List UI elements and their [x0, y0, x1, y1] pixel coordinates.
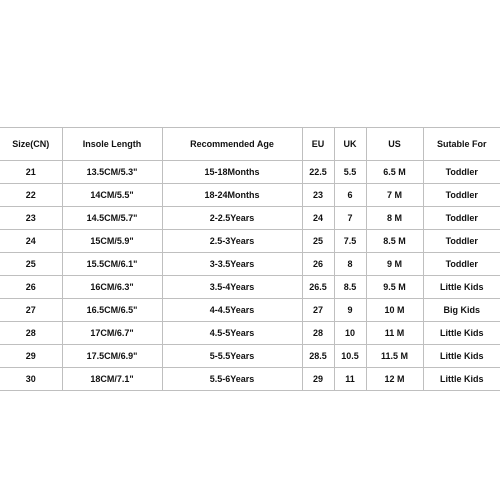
cell-uk: 9 [334, 299, 366, 322]
table-row [0, 299, 500, 322]
cell-uk: 7 [334, 207, 366, 230]
cell-eu: 28 [302, 322, 334, 345]
cell-insole-length: 14.5CM/5.7" [62, 207, 162, 230]
cell-insole-length: 14CM/5.5" [62, 184, 162, 207]
cell-eu: 29 [302, 368, 334, 391]
cell-suitable-for: Toddler [423, 207, 500, 230]
cell-eu: 23 [302, 184, 334, 207]
cell-size-cn: 22 [0, 184, 62, 207]
cell-suitable-for: Toddler [423, 230, 500, 253]
table-row [0, 276, 500, 299]
cell-uk: 11 [334, 368, 366, 391]
header-suitable-for: Sutable For [423, 128, 500, 161]
header-insole-length: Insole Length [62, 128, 162, 161]
cell-recommended-age: 4.5-5Years [162, 322, 302, 345]
cell-insole-length: 16.5CM/6.5" [62, 299, 162, 322]
table-row [0, 230, 500, 253]
cell-suitable-for: Little Kids [423, 345, 500, 368]
cell-size-cn: 24 [0, 230, 62, 253]
cell-size-cn: 28 [0, 322, 62, 345]
table-row [0, 368, 500, 391]
cell-us: 6.5 M [366, 161, 423, 184]
cell-eu: 26.5 [302, 276, 334, 299]
cell-insole-length: 16CM/6.3" [62, 276, 162, 299]
header-us: US [366, 128, 423, 161]
cell-recommended-age: 2-2.5Years [162, 207, 302, 230]
cell-us: 9.5 M [366, 276, 423, 299]
cell-uk: 6 [334, 184, 366, 207]
cell-recommended-age: 15-18Months [162, 161, 302, 184]
cell-suitable-for: Big Kids [423, 299, 500, 322]
cell-insole-length: 17.5CM/6.9" [62, 345, 162, 368]
header-eu: EU [302, 128, 334, 161]
cell-size-cn: 25 [0, 253, 62, 276]
cell-us: 8 M [366, 207, 423, 230]
table-row [0, 207, 500, 230]
cell-size-cn: 26 [0, 276, 62, 299]
cell-insole-length: 15.5CM/6.1" [62, 253, 162, 276]
cell-us: 12 M [366, 368, 423, 391]
cell-uk: 8.5 [334, 276, 366, 299]
header-row [0, 128, 500, 161]
cell-insole-length: 15CM/5.9" [62, 230, 162, 253]
cell-us: 11 M [366, 322, 423, 345]
cell-suitable-for: Little Kids [423, 322, 500, 345]
cell-insole-length: 13.5CM/5.3" [62, 161, 162, 184]
cell-recommended-age: 4-4.5Years [162, 299, 302, 322]
table-row [0, 184, 500, 207]
cell-suitable-for: Toddler [423, 184, 500, 207]
cell-size-cn: 29 [0, 345, 62, 368]
table-row [0, 161, 500, 184]
cell-eu: 28.5 [302, 345, 334, 368]
cell-suitable-for: Toddler [423, 253, 500, 276]
table-body [0, 161, 500, 391]
cell-eu: 26 [302, 253, 334, 276]
cell-suitable-for: Toddler [423, 161, 500, 184]
header-size-cn: Size(CN) [0, 128, 62, 161]
size-chart-table [0, 127, 500, 391]
cell-us: 9 M [366, 253, 423, 276]
cell-size-cn: 23 [0, 207, 62, 230]
header-recommended-age: Recommended Age [162, 128, 302, 161]
cell-us: 8.5 M [366, 230, 423, 253]
cell-size-cn: 21 [0, 161, 62, 184]
table-row [0, 253, 500, 276]
cell-recommended-age: 3-3.5Years [162, 253, 302, 276]
cell-uk: 10 [334, 322, 366, 345]
cell-eu: 25 [302, 230, 334, 253]
cell-eu: 24 [302, 207, 334, 230]
cell-uk: 8 [334, 253, 366, 276]
cell-size-cn: 27 [0, 299, 62, 322]
cell-suitable-for: Little Kids [423, 276, 500, 299]
cell-us: 7 M [366, 184, 423, 207]
cell-recommended-age: 2.5-3Years [162, 230, 302, 253]
cell-size-cn: 30 [0, 368, 62, 391]
cell-uk: 10.5 [334, 345, 366, 368]
cell-us: 11.5 M [366, 345, 423, 368]
cell-recommended-age: 3.5-4Years [162, 276, 302, 299]
cell-uk: 7.5 [334, 230, 366, 253]
cell-recommended-age: 5-5.5Years [162, 345, 302, 368]
table-row [0, 322, 500, 345]
cell-uk: 5.5 [334, 161, 366, 184]
cell-eu: 27 [302, 299, 334, 322]
cell-insole-length: 18CM/7.1" [62, 368, 162, 391]
cell-recommended-age: 5.5-6Years [162, 368, 302, 391]
cell-insole-length: 17CM/6.7" [62, 322, 162, 345]
table-row [0, 345, 500, 368]
cell-eu: 22.5 [302, 161, 334, 184]
header-uk: UK [334, 128, 366, 161]
cell-suitable-for: Little Kids [423, 368, 500, 391]
cell-us: 10 M [366, 299, 423, 322]
cell-recommended-age: 18-24Months [162, 184, 302, 207]
